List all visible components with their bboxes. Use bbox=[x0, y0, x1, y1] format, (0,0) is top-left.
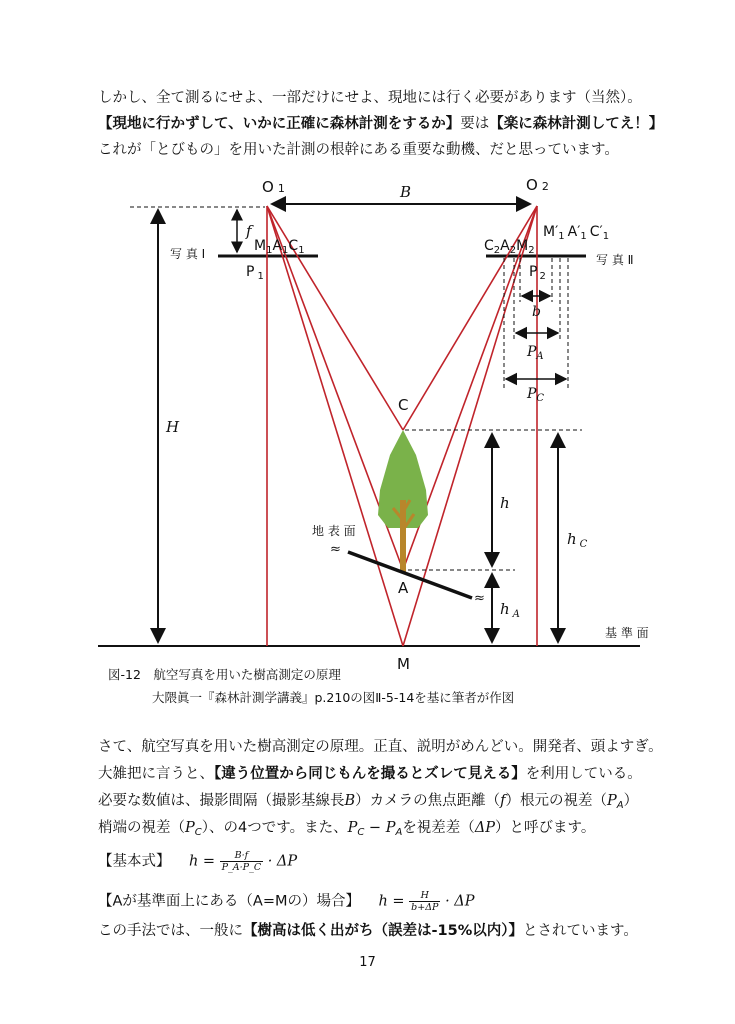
label-ground-surface: 地 表 面 bbox=[312, 524, 356, 538]
ground-tilde-left: ≈ bbox=[330, 542, 341, 557]
rays-from-O1 bbox=[267, 206, 403, 646]
label-PC: $P_C$ bbox=[527, 386, 545, 404]
formula-basic-fraction: $\frac{B\cdot f}{P\_A\cdot P\_C}$ bbox=[221, 850, 262, 873]
intro-connector: 要は bbox=[460, 116, 490, 132]
ground-surface-line bbox=[348, 552, 472, 598]
label-hA: h $_A$ bbox=[500, 600, 520, 620]
label-PA: $P_A$ bbox=[527, 344, 544, 362]
intro-line-2 bbox=[98, 114, 663, 134]
body-emphasis-error: 【樹高は低く出がち（誤差は-15%以内）】 bbox=[243, 923, 523, 939]
ground-tilde-right: ≈ bbox=[474, 591, 485, 606]
label-O1: O 1 bbox=[262, 178, 285, 196]
label-Mp1-Ap1-Cp1: $M'_1$ $A'_1$ $C'_1$ bbox=[543, 224, 610, 242]
label-P1: P $_1$ bbox=[246, 264, 264, 282]
ray-O1-Mground bbox=[267, 206, 403, 646]
page-number: 17 bbox=[359, 955, 376, 970]
label-hC: h $_C$ bbox=[567, 530, 588, 550]
intro-line-3: これが「とびもの」を用いた計測の根幹にある重要な動機、だと思っています。 bbox=[98, 142, 619, 158]
label-M: M bbox=[397, 655, 410, 673]
label-f: f bbox=[246, 222, 252, 240]
body-para-2: 大雑把に言うと、【違う位置から同じもんを撮るとズレて見える】を利用している。 bbox=[98, 766, 642, 782]
formula-datum-fraction: $\frac{H}{b+\Delta P}$ bbox=[411, 890, 439, 913]
label-P2: P $_2$ bbox=[529, 264, 546, 282]
label-M1-A1-C1: $M_1A_1C_1$ bbox=[254, 238, 305, 256]
tree-illustration bbox=[378, 430, 428, 572]
label-A: A bbox=[398, 579, 409, 597]
label-O2: O 2 bbox=[526, 176, 549, 194]
body-para-3: 必要な数値は、撮影間隔（撮影基線長B）カメラの焦点距離（f）根元の視差$(P_A)$ bbox=[98, 793, 639, 811]
label-photo-2: 写 真 Ⅱ bbox=[596, 253, 634, 267]
label-b: b bbox=[532, 304, 541, 320]
label-B: B bbox=[400, 183, 412, 201]
body-para-4: 梢端の視差$(P_C)$、の4つです。また、$P_C - P_A$を視差差（ΔP）と呼びます。 bbox=[98, 820, 596, 838]
intro-emphasis-2: 【楽に森林計測してえ！】 bbox=[489, 116, 664, 132]
figure-caption-source: 大隈眞一『森林計測学講義』p.210の図Ⅱ-5-14を基に筆者が作図 bbox=[152, 690, 515, 705]
label-h: h bbox=[500, 494, 510, 512]
tree-height-diagram bbox=[0, 170, 735, 680]
label-photo-1: 写 真 Ⅰ bbox=[170, 247, 206, 261]
label-C2-A2-M2: $C_2A_2M_2$ bbox=[484, 238, 535, 256]
intro-line-1: しかし、全て測るにせよ、一部だけにせよ、現地には行く必要があります（当然）。 bbox=[98, 90, 642, 106]
intro-emphasis-1: 【現地に行かずして、いかに正確に森林計測をするか】 bbox=[98, 116, 461, 132]
label-C: C bbox=[398, 396, 409, 414]
body-emphasis-shift: 【違う位置から同じもんを撮るとズレて見える】 bbox=[214, 766, 526, 782]
figure-caption-title: 図-12 航空写真を用いた樹高測定の原理 bbox=[108, 667, 341, 682]
formula-datum: 【Aが基準面上にある（A=Mの）場合】 h = $\frac{H}{b+\Delta P}$ · ΔP bbox=[98, 890, 475, 913]
body-para-5: この手法では、一般に【樹高は低く出がち（誤差は-15%以内）】とされています。 bbox=[98, 923, 638, 939]
formula-basic: 【基本式】 h = $\frac{B\cdot f}{P\_A\cdot P\_C}$ · ΔP bbox=[98, 850, 298, 873]
label-H: H bbox=[166, 418, 180, 436]
label-datum: 基 準 面 bbox=[605, 626, 649, 640]
body-para-1: さて、航空写真を用いた樹高測定の原理。正直、説明がめんどい。開発者、頭よすぎ。 bbox=[98, 739, 663, 755]
ray-O1-C bbox=[267, 206, 403, 430]
